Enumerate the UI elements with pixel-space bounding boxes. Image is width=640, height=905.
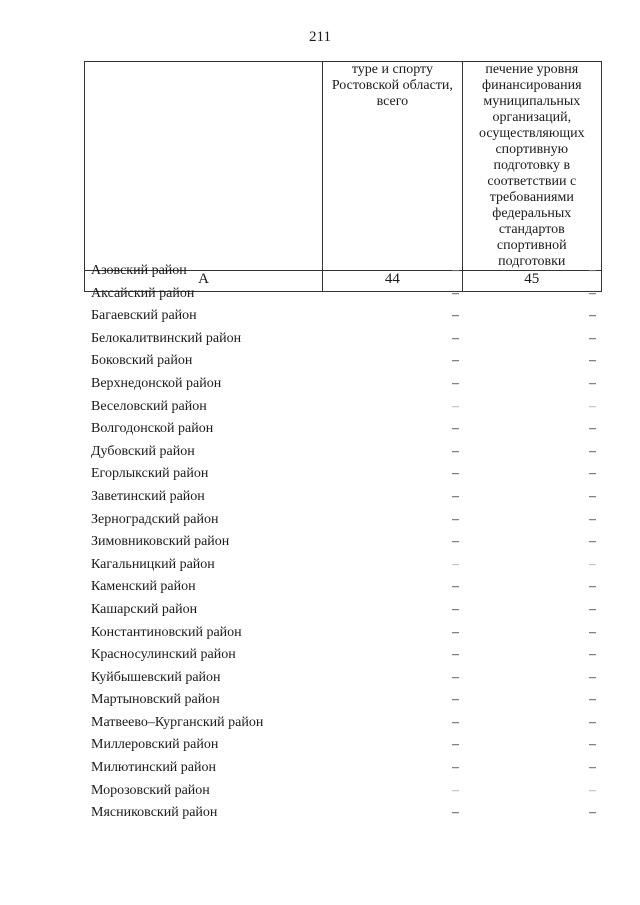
value-col-44: – [452, 760, 459, 776]
table-row [91, 509, 596, 532]
table-row [91, 486, 596, 509]
header-cell-45: печение уровня финансирования муниципальных организаций, осуществляющих спортивную подготовку в соответствии с требованиями федеральных стандартов спортивной подготовки [462, 62, 601, 271]
value-col-45: – [589, 443, 596, 459]
district-name: Матвеево–Курганский район [91, 714, 264, 730]
table-row [91, 441, 596, 464]
value-col-45: – [589, 556, 596, 572]
value-col-44: – [452, 534, 459, 550]
table-row [91, 576, 596, 599]
value-col-44: – [452, 782, 459, 798]
value-col-44: – [452, 601, 459, 617]
table-row [91, 373, 596, 396]
value-col-45: – [589, 760, 596, 776]
table-row [91, 305, 596, 328]
district-name: Багаевский район [91, 308, 197, 324]
value-col-45: – [589, 714, 596, 730]
header-cell-44: туре и спорту Ростовской области, всего [323, 62, 462, 271]
index-cell-45: 45 [462, 271, 601, 292]
value-col-44: – [452, 421, 459, 437]
value-col-44: – [452, 330, 459, 346]
table-row [91, 260, 596, 283]
district-name: Азовский район [91, 263, 187, 278]
value-col-45: – [589, 353, 596, 369]
value-col-44: – [452, 466, 459, 482]
index-cell-name: А [85, 271, 323, 292]
header-table [84, 61, 602, 292]
value-col-45: – [589, 421, 596, 437]
page-number: 211 [309, 29, 331, 45]
district-list [91, 260, 596, 825]
value-col-44: – [452, 398, 459, 414]
value-col-45: – [589, 534, 596, 550]
table-row [91, 780, 596, 803]
table-row [91, 531, 596, 554]
table-row [91, 689, 596, 712]
table-row [91, 712, 596, 735]
district-name: Константиновский район [91, 624, 242, 640]
value-col-45: – [589, 511, 596, 527]
table-row [91, 328, 596, 351]
district-name: Веселовский район [91, 398, 207, 414]
value-col-44: – [452, 263, 459, 278]
table-row [91, 622, 596, 645]
district-name: Мартыновский район [91, 692, 220, 708]
value-col-45: – [589, 647, 596, 663]
value-col-44: – [452, 488, 459, 504]
district-name: Заветинский район [91, 488, 205, 504]
value-col-44: – [452, 714, 459, 730]
value-col-45: – [589, 330, 596, 346]
value-col-45: – [589, 466, 596, 482]
value-col-45: – [589, 263, 596, 278]
district-name: Боковский район [91, 353, 193, 369]
value-col-45: – [589, 601, 596, 617]
value-col-44: – [452, 624, 459, 640]
table-row [91, 802, 596, 825]
table-row [91, 667, 596, 690]
district-name: Дубовский район [91, 443, 195, 459]
value-col-45: – [589, 669, 596, 685]
value-col-44: – [452, 375, 459, 391]
table-row [91, 757, 596, 780]
district-name: Кашарский район [91, 601, 198, 617]
table-row [91, 283, 596, 306]
value-col-44: – [452, 669, 459, 685]
district-name: Красносулинский район [91, 647, 236, 663]
district-name: Кагальницкий район [91, 556, 215, 572]
index-cell-44: 44 [323, 271, 462, 292]
value-col-44: – [452, 443, 459, 459]
value-col-45: – [589, 285, 596, 301]
value-col-44: – [452, 308, 459, 324]
header-row [85, 62, 602, 271]
table-row [91, 396, 596, 419]
value-col-45: – [589, 398, 596, 414]
district-name: Волгодонской район [91, 421, 214, 437]
district-name: Каменский район [91, 579, 196, 595]
table-row [91, 734, 596, 757]
table-row [91, 599, 596, 622]
value-col-44: – [452, 511, 459, 527]
value-col-45: – [589, 308, 596, 324]
value-col-45: – [589, 488, 596, 504]
value-col-44: – [452, 692, 459, 708]
table-row [91, 554, 596, 577]
district-name: Аксайский район [91, 285, 195, 301]
district-name: Куйбышевский район [91, 669, 221, 685]
district-name: Белокалитвинский район [91, 330, 242, 346]
value-col-44: – [452, 285, 459, 301]
value-col-45: – [589, 782, 596, 798]
table-row [91, 463, 596, 486]
table-row [91, 350, 596, 373]
value-col-45: – [589, 579, 596, 595]
value-col-45: – [589, 692, 596, 708]
district-name: Зимовниковский район [91, 534, 230, 550]
value-col-44: – [452, 579, 459, 595]
table-row [91, 418, 596, 441]
table-row [91, 644, 596, 667]
district-name: Егорлыкский район [91, 466, 209, 482]
header-cell-name [85, 62, 323, 271]
value-col-44: – [452, 737, 459, 753]
value-col-45: – [589, 375, 596, 391]
district-name: Миллеровский район [91, 737, 219, 753]
value-col-44: – [452, 556, 459, 572]
district-name: Мясниковский район [91, 805, 218, 821]
value-col-45: – [589, 737, 596, 753]
district-name: Верхнедонской район [91, 375, 222, 391]
district-name: Зерноградский район [91, 511, 219, 527]
value-col-44: – [452, 805, 459, 821]
district-name: Морозовский район [91, 782, 210, 798]
value-col-45: – [589, 624, 596, 640]
value-col-44: – [452, 647, 459, 663]
value-col-45: – [589, 805, 596, 821]
value-col-44: – [452, 353, 459, 369]
district-name: Милютинский район [91, 760, 217, 776]
